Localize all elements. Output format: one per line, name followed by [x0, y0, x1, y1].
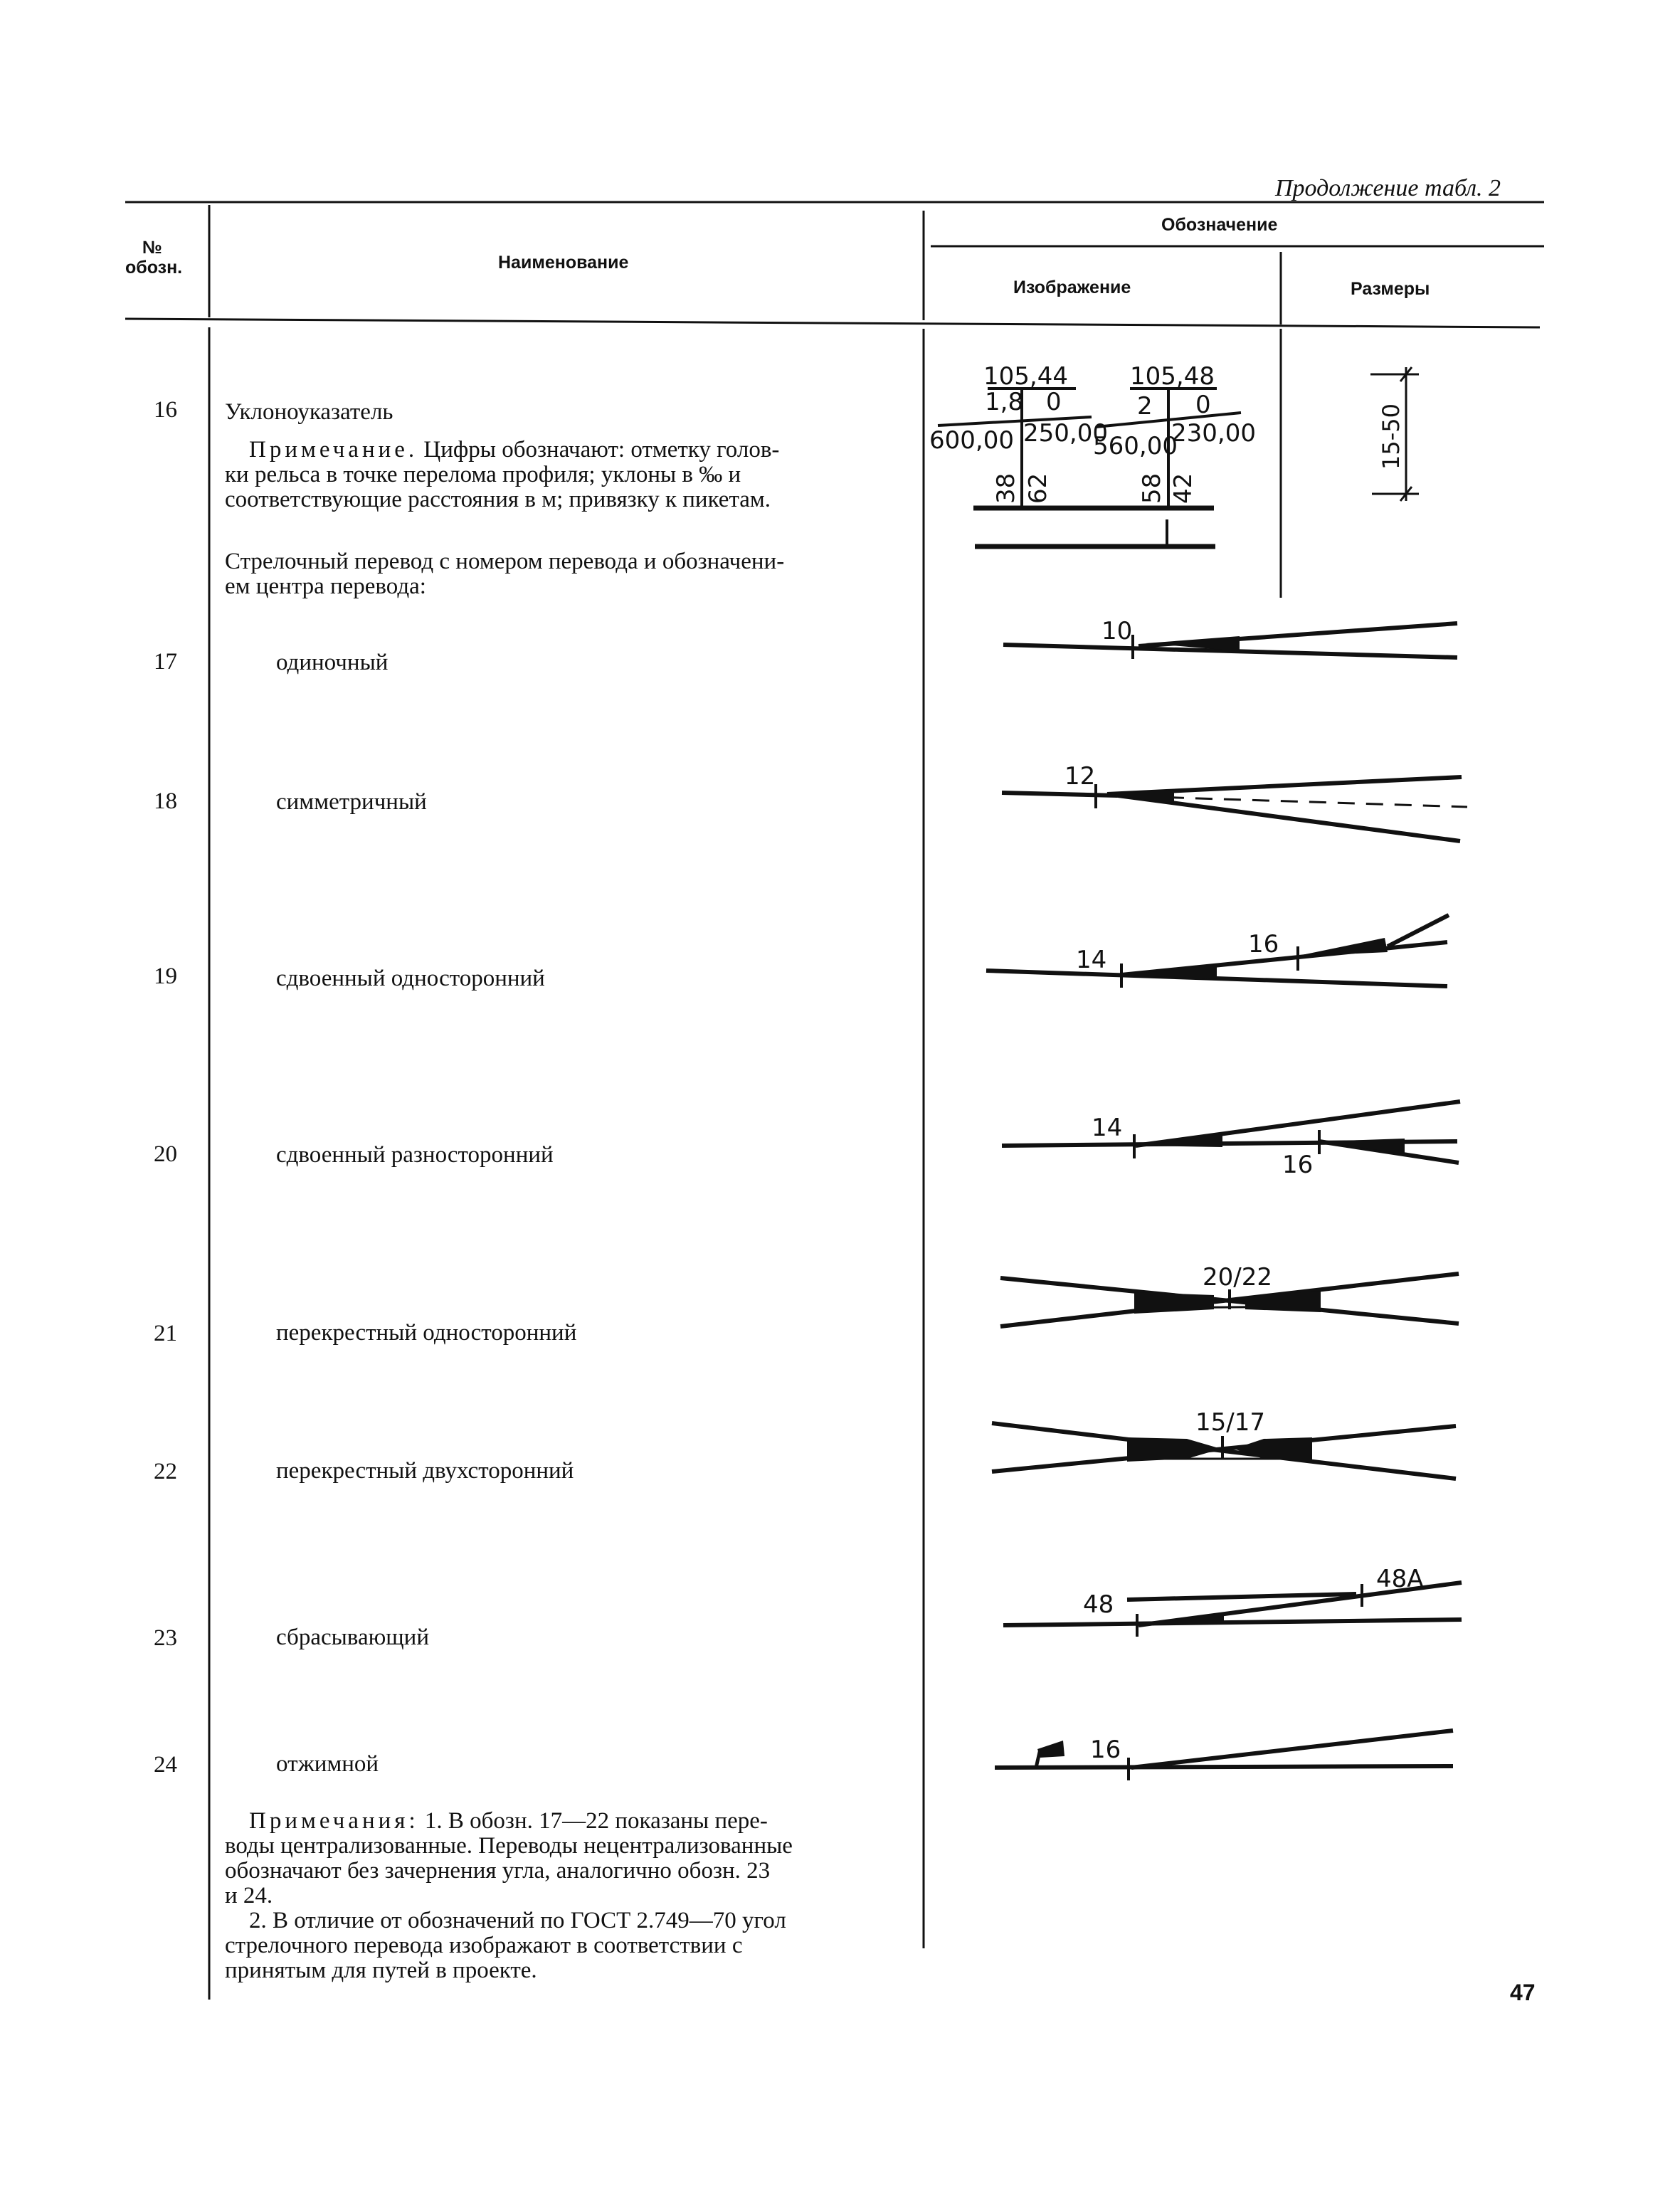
switch-double-twosided-label-b: 16 — [1282, 1151, 1314, 1179]
switch-intro-line1: Стрелочный перевод с номером перевода и обозначени- — [225, 549, 785, 574]
note-16-line3: соответствующие расстояния в м; привязку к пикетам. — [225, 487, 771, 512]
header-sizes: Размеры — [1351, 279, 1430, 299]
gradient-elev-left: 105,44 — [983, 362, 1068, 391]
row-name-17: одиночный — [276, 650, 389, 675]
note-16-line2: ки рельса в точке перелома профиля; уклоны в ‰ и — [225, 462, 741, 487]
page-number: 47 — [1510, 1980, 1536, 2005]
row-number-17: 17 — [154, 649, 177, 675]
switch-double-twosided-symbol — [1002, 1102, 1460, 1163]
switch-trailable-label: 16 — [1090, 1736, 1121, 1764]
notes-line2: воды централизованные. Переводы нецентрализованные — [225, 1833, 793, 1859]
switch-derailing-label-a: 48 — [1083, 1590, 1114, 1619]
notes-line7: принятым для путей в проекте. — [225, 1958, 537, 1983]
header-name: Наименование — [498, 253, 629, 273]
notes-line6: стрелочного перевода изображают в соответствии с — [225, 1933, 743, 1958]
gradient-pk-l1: 38 — [992, 472, 1020, 504]
note-16-line1: Цифры обозначают: отметку голов- — [418, 437, 780, 463]
header-num-symbol: № — [142, 238, 162, 258]
switch-single-label: 10 — [1101, 617, 1133, 645]
row-number-21: 21 — [154, 1321, 177, 1346]
gradient-indicator-labels — [929, 362, 1256, 504]
gradient-slope-l1: 1,8 — [985, 388, 1024, 416]
switch-double-onesided-symbol — [986, 915, 1449, 988]
size-value: 15-50 — [1378, 403, 1405, 470]
gradient-dist-r2: 230,00 — [1171, 419, 1256, 448]
switch-trailable-symbol — [995, 1731, 1453, 1780]
table-header-rule — [125, 319, 1540, 327]
switch-symmetric-label: 12 — [1064, 762, 1096, 791]
row-name-20: сдвоенный разносторонний — [276, 1142, 554, 1168]
gradient-pk-r1: 58 — [1138, 472, 1166, 504]
notes-head: Примечания: — [249, 1808, 419, 1834]
switch-double-onesided-label-b: 16 — [1248, 930, 1279, 959]
gradient-pk-r2: 42 — [1169, 472, 1198, 504]
notes-line5: 2. В отличие от обозначений по ГОСТ 2.749—70 угол — [249, 1908, 786, 1933]
gradient-dist-l1: 600,00 — [929, 426, 1014, 455]
gradient-pk-l2: 62 — [1024, 472, 1052, 504]
row-name-22: перекрестный двухсторонний — [276, 1458, 574, 1484]
gradient-dist-l2: 250,00 — [1023, 419, 1108, 448]
gradient-elev-right: 105,48 — [1130, 362, 1215, 391]
switch-single-symbol — [1003, 623, 1457, 659]
continuation-caption: Продолжение табл. 2 — [1275, 175, 1501, 201]
row-number-20: 20 — [154, 1141, 177, 1167]
gradient-slope-l2: 0 — [1046, 388, 1062, 416]
row-number-22: 22 — [154, 1459, 177, 1484]
notes-line4: и 24. — [225, 1883, 273, 1908]
header-num-label: обозн. — [125, 258, 183, 278]
row-number-24: 24 — [154, 1752, 177, 1778]
notes-line1: 1. В обозн. 17—22 показаны пере- — [418, 1808, 768, 1834]
row-number-18: 18 — [154, 788, 177, 814]
row-number-19: 19 — [154, 963, 177, 989]
gradient-slope-r1: 2 — [1137, 392, 1153, 421]
header-image: Изображение — [1013, 278, 1131, 297]
row-number-16: 16 — [154, 397, 177, 423]
gradient-slope-r2: 0 — [1195, 391, 1211, 419]
note-16-head: Примечание. — [249, 437, 418, 463]
switch-crossing-onesided-label: 20/22 — [1203, 1263, 1272, 1292]
header-designation: Обозначение — [1161, 215, 1278, 235]
notes-line3: обозначают без зачернения угла, аналогично обозн. 23 — [225, 1858, 771, 1884]
switch-intro-line2: ем центра перевода: — [225, 574, 426, 599]
switch-double-twosided-label-a: 14 — [1092, 1114, 1123, 1142]
switch-crossing-twosided-label: 15/17 — [1195, 1408, 1265, 1437]
row-name-24: отжимной — [276, 1751, 379, 1777]
gradient-dist-r1: 560,00 — [1093, 432, 1178, 460]
row-number-23: 23 — [154, 1625, 177, 1651]
row-name-18: симметричный — [276, 789, 427, 815]
switch-double-onesided-label-a: 14 — [1076, 946, 1107, 974]
switch-derailing-label-b: 48А — [1376, 1565, 1424, 1593]
row-name-23: сбрасывающий — [276, 1625, 429, 1650]
row-name-21: перекрестный односторонний — [276, 1320, 577, 1346]
row-name-16: Уклоноуказатель — [225, 399, 393, 425]
row-name-19: сдвоенный односторонний — [276, 966, 545, 991]
